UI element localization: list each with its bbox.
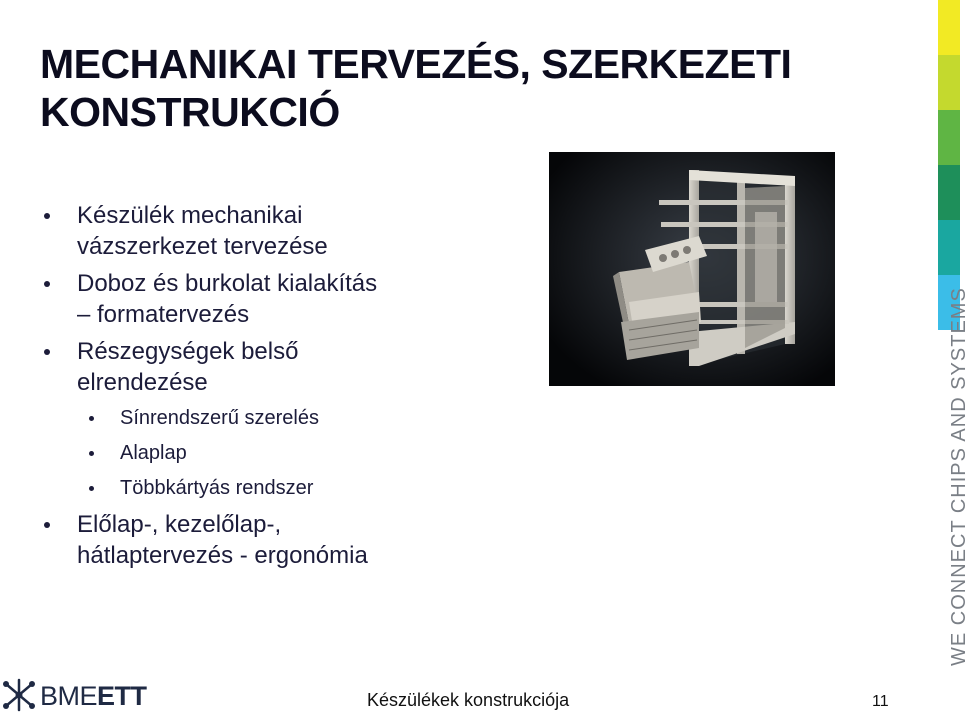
bullet-text: vázszerkezet tervezése xyxy=(77,233,328,260)
bullet-text: hátlaptervezés - ergonómia xyxy=(77,542,368,569)
stripe-4 xyxy=(938,165,960,220)
bullet-list xyxy=(40,200,520,577)
side-slogan: WE CONNECT CHIPS AND SYSTEMS xyxy=(948,287,970,666)
equipment-rack-photo xyxy=(549,152,835,386)
sub-bullet-item: Sínrendszerű szerelés xyxy=(40,404,520,432)
bullet-text: elrendezése xyxy=(77,369,208,396)
circuit-logo-icon xyxy=(2,678,38,712)
stripe-1 xyxy=(938,0,960,55)
bullet-text: Részegységek belső xyxy=(77,338,299,365)
brand-color-stripes xyxy=(938,0,960,330)
title-line-1: MECHANIKAI TERVEZÉS, SZERKEZETI xyxy=(40,41,792,87)
stripe-5 xyxy=(938,220,960,275)
footer-title: Készülékek konstrukciója xyxy=(367,690,570,710)
sub-bullet-item: Alaplap xyxy=(40,439,520,467)
logo-wordmark xyxy=(40,681,147,712)
slide-title xyxy=(40,40,900,136)
bullet-text: Doboz és burkolat kialakítás xyxy=(77,270,378,297)
bullet-text: Készülék mechanikai xyxy=(77,202,303,229)
bullet-item xyxy=(40,509,520,571)
title-line-2: KONSTRUKCIÓ xyxy=(40,89,340,135)
logo-light: BME xyxy=(40,681,98,711)
bullet-item xyxy=(40,200,520,262)
stripe-2 xyxy=(938,55,960,110)
page-number: 11 xyxy=(872,693,889,710)
bullet-text: – formatervezés xyxy=(77,301,250,328)
bullet-text: Előlap-, kezelőlap-, xyxy=(77,511,282,538)
sub-bullet-item: Többkártyás rendszer xyxy=(40,474,520,502)
bullet-item xyxy=(40,268,520,330)
rack-illustration xyxy=(549,152,835,386)
stripe-3 xyxy=(938,110,960,165)
logo-bold: ETT xyxy=(97,681,147,711)
bmeett-logo xyxy=(2,678,202,712)
bullet-item xyxy=(40,336,520,398)
